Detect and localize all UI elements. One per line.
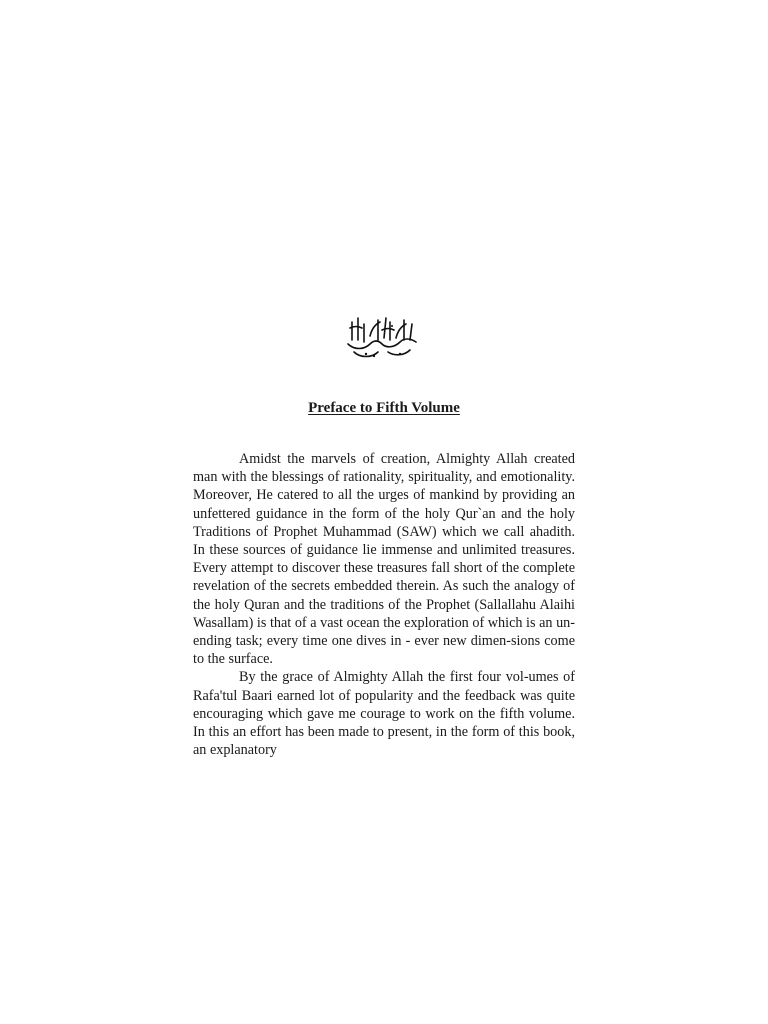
- bismillah-calligraphy: [344, 314, 420, 360]
- paragraph-2: By the grace of Almighty Allah the first four vol-umes of Rafa'tul Baari earned lot of popularity and the feedback was quite encouraging which gave me courage to work on the fifth volume. In this an effort has been made to present, in the form of this book, an explanatory: [193, 669, 575, 759]
- paragraph-1: Amidst the marvels of creation, Almighty Allah created man with the blessings of rationality, spirituality, and emotionality. Moreover, He catered to all the urges of mankind by providing an unfettered guidance in the form of the holy Qur`an and the holy Traditions of Prophet Muhammad (SAW) which we call ahadith. In these sources of guidance lie immense and unlimited treasures. Every attempt to discover these treasures fall short of the complete revelation of the secrets embedded therein. As such the analogy of the holy Quran and the traditions of the Prophet (Sallallahu Alaihi Wasallam) is that of a vast ocean the exploration of which is an un-ending task; every time one dives in - ever new dimen-sions come to the surface.: [193, 451, 575, 668]
- body-text: [193, 450, 575, 759]
- page-title: Preface to Fifth Volume: [308, 400, 460, 416]
